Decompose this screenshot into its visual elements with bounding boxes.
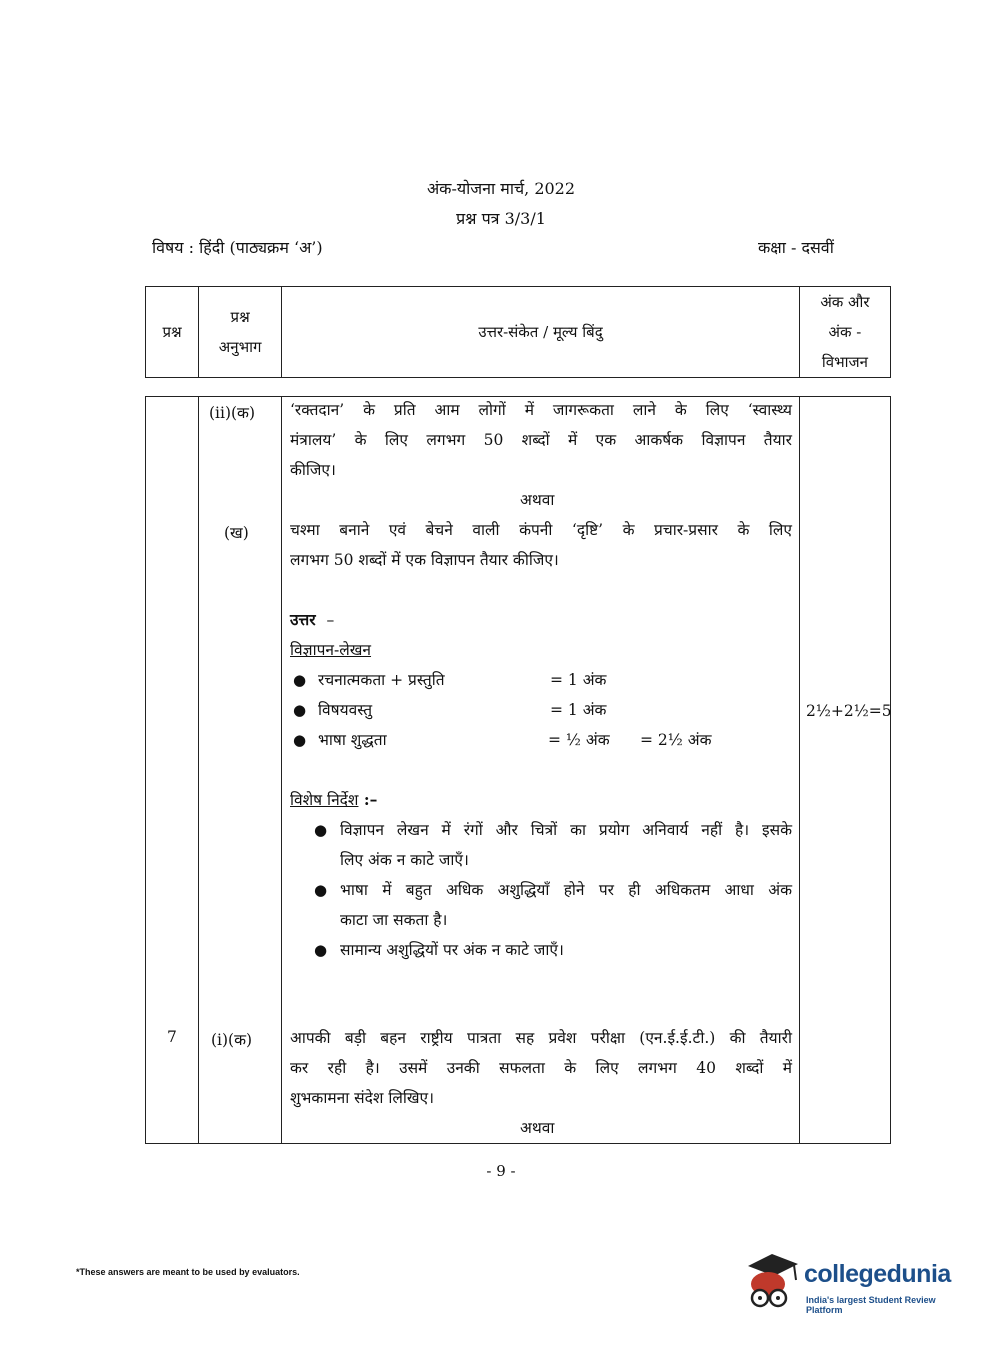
special-instructions-heading: [290, 785, 377, 815]
marks-cell: [799, 397, 890, 1144]
marking-item: विषयवस्तु: [318, 701, 373, 719]
class-label: कक्षा - दसवीं: [758, 238, 834, 257]
question-line: शुभकामना संदेश लिखिए।: [290, 1089, 435, 1107]
bullet-icon: ●: [314, 821, 328, 839]
col-section-line1: प्रश्न: [230, 308, 250, 326]
document-title: अंक-योजना मार्च, 2022: [426, 179, 576, 198]
marking-item: भाषा शुद्धता: [318, 731, 387, 749]
col-marks-line3: विभाजन: [821, 353, 868, 371]
question-number: 7: [167, 1028, 177, 1046]
or-label: अथवा: [520, 491, 555, 509]
special-heading-suffix: :–: [358, 790, 378, 809]
bullet-icon: ●: [314, 941, 328, 959]
marking-marks: = ½ अंक: [548, 731, 610, 749]
question-line: ‘रक्तदान’ के प्रति आम लोगों में जागरूकता लाने के लिए ‘स्वास्थ्य: [290, 401, 792, 419]
logo-tagline: India's largest Student Review Platform: [806, 1295, 936, 1315]
col-marks: [799, 287, 890, 378]
question-line: आपकी बड़ी बहन राष्ट्रीय पात्रता सह प्रवेश परीक्षा (एन.ई.ई.टी.) की तैयारी: [290, 1029, 792, 1047]
marking-item: रचनात्मकता + प्रस्तुति: [318, 671, 445, 689]
instruction-line: विज्ञापन लेखन में रंगों और चित्रों का प्रयोग अनिवार्य नहीं है। इसके: [340, 821, 792, 839]
question-line: कीजिए।: [290, 461, 336, 479]
logo-mascot-icon: [742, 1248, 802, 1318]
col-marks-line1: अंक और: [820, 293, 870, 311]
answer-heading: [290, 605, 334, 635]
paper-code: प्रश्न पत्र 3/3/1: [456, 209, 546, 228]
logo-name: collegedunia: [804, 1260, 951, 1288]
header-table: [145, 286, 891, 378]
marking-marks: = 1 अंक: [550, 701, 607, 719]
answer-label: उत्तर: [290, 610, 316, 629]
marking-total: = 2½ अंक: [640, 731, 712, 749]
question-line: मंत्रालय’ के लिए लगभग 50 शब्दों में एक आकर्षक विज्ञापन तैयार: [290, 431, 792, 449]
instruction-line: सामान्य अशुद्धियों पर अंक न काटे जाएँ।: [340, 941, 564, 959]
col-answer: उत्तर-संकेत / मूल्य बिंदु: [282, 287, 800, 378]
part-label-ii-ka: (ii)(क): [209, 404, 256, 422]
page-number: - 9 -: [486, 1162, 516, 1180]
bullet-icon: ●: [293, 731, 307, 749]
instruction-line: काटा जा सकता है।: [340, 911, 448, 929]
col-section: [199, 287, 282, 378]
col-section-line2: अनुभाग: [218, 338, 262, 356]
marks-total: 2½+2½=5: [806, 702, 892, 720]
marking-marks: = 1 अंक: [550, 671, 607, 689]
answer-dash: –: [326, 611, 335, 629]
question-line: कर रही है। उसमें उनकी सफलता के लिए लगभग 40 शब्दों में: [290, 1059, 792, 1077]
special-heading-text: विशेष निर्देश: [290, 791, 359, 809]
part-label-kha: (ख): [224, 524, 249, 542]
bullet-icon: ●: [293, 701, 307, 719]
bullet-icon: ●: [293, 671, 307, 689]
part-label-i-ka: (i)(क): [211, 1031, 253, 1049]
or-label: अथवा: [520, 1119, 555, 1137]
question-line: लगभग 50 शब्दों में एक विज्ञापन तैयार कीजिए।: [290, 551, 559, 569]
bullet-icon: ●: [314, 881, 328, 899]
evaluator-footnote: *These answers are meant to be used by evaluators.: [76, 1267, 300, 1277]
question-line: चश्मा बनाने एवं बेचने वाली कंपनी ‘दृष्टि’ के प्रचार-प्रसार के लिए: [290, 521, 792, 539]
collegedunia-logo[interactable]: [742, 1248, 972, 1318]
col-marks-line2: अंक -: [828, 323, 862, 341]
instruction-line: लिए अंक न काटे जाएँ।: [340, 851, 469, 869]
subject-label: विषय : हिंदी (पाठ्यक्रम ‘अ’): [152, 238, 323, 257]
col-question: प्रश्न: [146, 287, 199, 378]
instruction-line: भाषा में बहुत अधिक अशुद्धियाँ होने पर ही अधिकतम आधा अंक: [340, 881, 792, 899]
ad-writing-heading: विज्ञापन-लेखन: [290, 641, 372, 659]
